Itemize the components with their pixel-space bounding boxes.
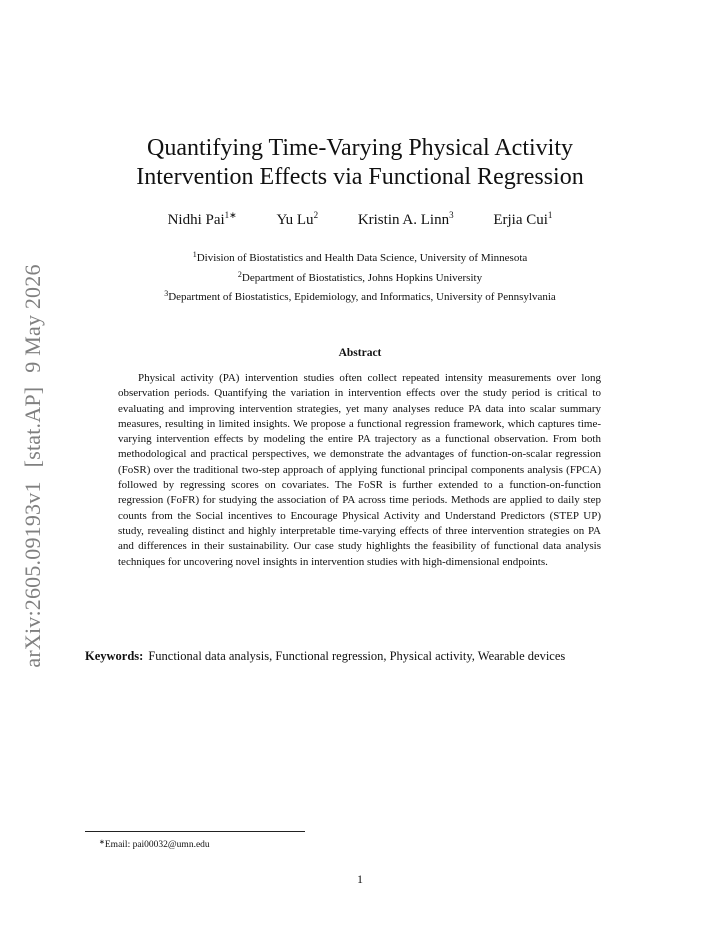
affiliation-mark: 1 [192, 250, 197, 259]
author [276, 210, 318, 229]
title-line-1: Quantifying Time-Varying Physical Activity [147, 135, 573, 161]
affiliation-text: Department of Biostatistics, Epidemiology, and Informatics, University of Pennsylvania [168, 291, 556, 303]
keywords-text: Functional data analysis, Functional regression, Physical activity, Wearable devices [148, 649, 566, 663]
footnote-email: Email: pai00032@umn.edu [104, 840, 210, 850]
arxiv-date: 9 May 2026 [20, 264, 45, 373]
affiliation-mark: 3 [164, 289, 169, 298]
author-affiliation-mark: 2 [313, 210, 319, 220]
footnote [99, 838, 210, 850]
keywords-label: Keywords: [85, 649, 144, 663]
author-name: Kristin A. Linn [357, 212, 450, 228]
affiliation-text: Department of Biostatistics, Johns Hopkins University [241, 271, 483, 284]
author [168, 210, 237, 229]
author-affiliation-mark: 1 [547, 210, 553, 220]
author [358, 210, 454, 229]
affiliation [0, 286, 720, 306]
affiliation [0, 267, 720, 287]
author-name: Yu Lu [276, 212, 314, 228]
abstract-body: Physical activity (PA) intervention studies often collect repeated intensity measurements over long observation periods. Quantifying the variation in intervention effects over the study period is critical to evaluating and improving intervention strategies, yet many analyses reduce PA data into scalar summary measures, resulting in limited insights. We propose a functional regression framework, which captures time-varying intervention effects by modeling the entire PA trajectory as a functional observation. From both methodological and practical perspectives, we demonstrate the advantages of function-on-scalar regression (FoSR) over the traditional two-step approach of applying functional principal components analysis (FPCA) followed by regressing scores on covariates. The FoSR is further extended to a function-on-function regression (FoFR) for studying the association of PA across time periods. Methods are applied to daily step counts from the Social incentives to Encourage Physical Activity and Understand Predictors (STEP UP) study, revealing distinct and highly interpretable time-varying effects of three intervention strategies on PA and differences in their sustainability. Our case study highlights the feasibility of functional data analysis techniques for uncovering novel insights in intervention studies with high-dimensional endpoints. [118, 372, 601, 568]
author-list [0, 210, 720, 229]
arxiv-id: arXiv:2605.09193v1 [20, 481, 45, 668]
affiliation-mark: 2 [237, 269, 242, 279]
affiliation [0, 247, 720, 267]
paper-title [0, 134, 720, 192]
page-number: 1 [357, 872, 363, 886]
arxiv-identifier-stamp [20, 264, 46, 667]
author-name: Nidhi Pai [167, 212, 225, 228]
author [493, 210, 552, 229]
affiliation-list [0, 247, 720, 306]
author-name: Erjia Cui [493, 212, 548, 228]
title-line-2: Intervention Effects via Functional Regression [136, 164, 584, 190]
arxiv-category: [stat.AP] [20, 386, 45, 468]
author-affiliation-mark: 1∗ [224, 210, 237, 220]
affiliation-text: Division of Biostatistics and Health Data Science, University of Minnesota [196, 252, 528, 264]
footnote-mark: ∗ [99, 838, 105, 846]
keywords-section [85, 648, 635, 665]
author-affiliation-mark: 3 [449, 210, 454, 220]
footnote-divider [85, 831, 305, 832]
abstract-heading: Abstract [338, 347, 382, 359]
